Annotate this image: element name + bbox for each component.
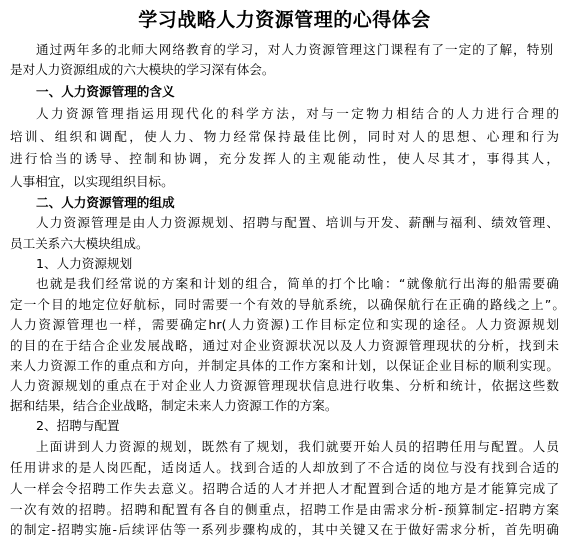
paragraph-line: 进行恰当的诱导、控制和协调，充分发挥人的主观能动性，使人尽其才，事得其人， bbox=[10, 151, 559, 166]
paragraph-line: 的目的在于结合企业发展战略，通过对企业资源状况以及人力资源管理现状的分析，找到未 bbox=[10, 338, 559, 353]
paragraph-line: 的制定-招聘实施-后续评估等一系列步骤构成的，其中关键又在于做好需求分析，首先明确 bbox=[10, 522, 559, 537]
document-title: 学习战略人力资源管理的心得体会 bbox=[138, 9, 431, 31]
paragraph-line: 来人力资源工作的重点和方向，并制定具体的工作方案和计划，以保证企业目标的顺利实现。 bbox=[10, 358, 559, 373]
paragraph-line: 人力资源管理指运用现代化的科学方法，对与一定物力相结合的人力进行合理的 bbox=[36, 106, 559, 121]
subsection-heading: 2、招聘与配置 bbox=[36, 418, 120, 433]
paragraph-line: 据和结果，结合企业战略，制定未来人力资源工作的方案。 bbox=[10, 398, 338, 413]
paragraph-line: 人一样会令招聘工作失去意义。招聘合适的人才并把人才配置到合适的地方是才能算完成了 bbox=[10, 481, 559, 496]
paragraph-line: 人力资源规划的重点在于对企业人力资源管理现状信息进行收集、分析和统计，依据这些数 bbox=[10, 378, 559, 393]
paragraph-line: 人力资源管理是由人力资源规划、招聘与配置、培训与开发、薪酬与福利、绩效管理、 bbox=[36, 215, 559, 230]
paragraph-line: 上面讲到人力资源的规划，既然有了规划，我们就要开始人员的招聘任用与配置。人员 bbox=[36, 439, 559, 454]
paragraph-line: 员工关系六大模块组成。 bbox=[10, 236, 149, 251]
paragraph-line: 通过两年多的北师大网络教育的学习，对人力资源管理这门课程有了一定的了解，特别 bbox=[36, 42, 553, 57]
paragraph-line: 是对人力资源组成的六大模块的学习深有体会。 bbox=[10, 62, 275, 77]
subsection-heading: 1、人力资源规划 bbox=[36, 256, 133, 271]
paragraph-line: 定一个目的地定位好航标，同时需要一个有效的导航系统，以确保航行在正确的路线之上”。 bbox=[10, 297, 565, 312]
paragraph-line: 人事相宜，以实现组织目标。 bbox=[10, 174, 174, 189]
paragraph-line: 人力资源管理也一样，需要确定hr(人力资源)工作目标定位和实现的途径。人力资源规划 bbox=[10, 317, 559, 332]
paragraph-line: 也就是我们经常说的方案和计划的组合，简单的打个比喻：“就像航行出海的船需要确 bbox=[36, 276, 559, 291]
section-heading: 二、人力资源管理的组成 bbox=[36, 195, 175, 210]
section-heading: 一、人力资源管理的含义 bbox=[36, 84, 175, 99]
paragraph-line: 培训、组织和调配，使人力、物力经常保持最佳比例，同时对人的思想、心理和行为 bbox=[10, 129, 559, 144]
paragraph-line: 任用讲求的是人岗匹配，适岗适人。找到合适的人却放到了不合适的岗位与没有找到合适的 bbox=[10, 460, 559, 475]
paragraph-line: 一次有效的招聘。招聘和配置有各自的侧重点，招聘工作是由需求分析-预算制定-招聘方案 bbox=[10, 502, 559, 517]
